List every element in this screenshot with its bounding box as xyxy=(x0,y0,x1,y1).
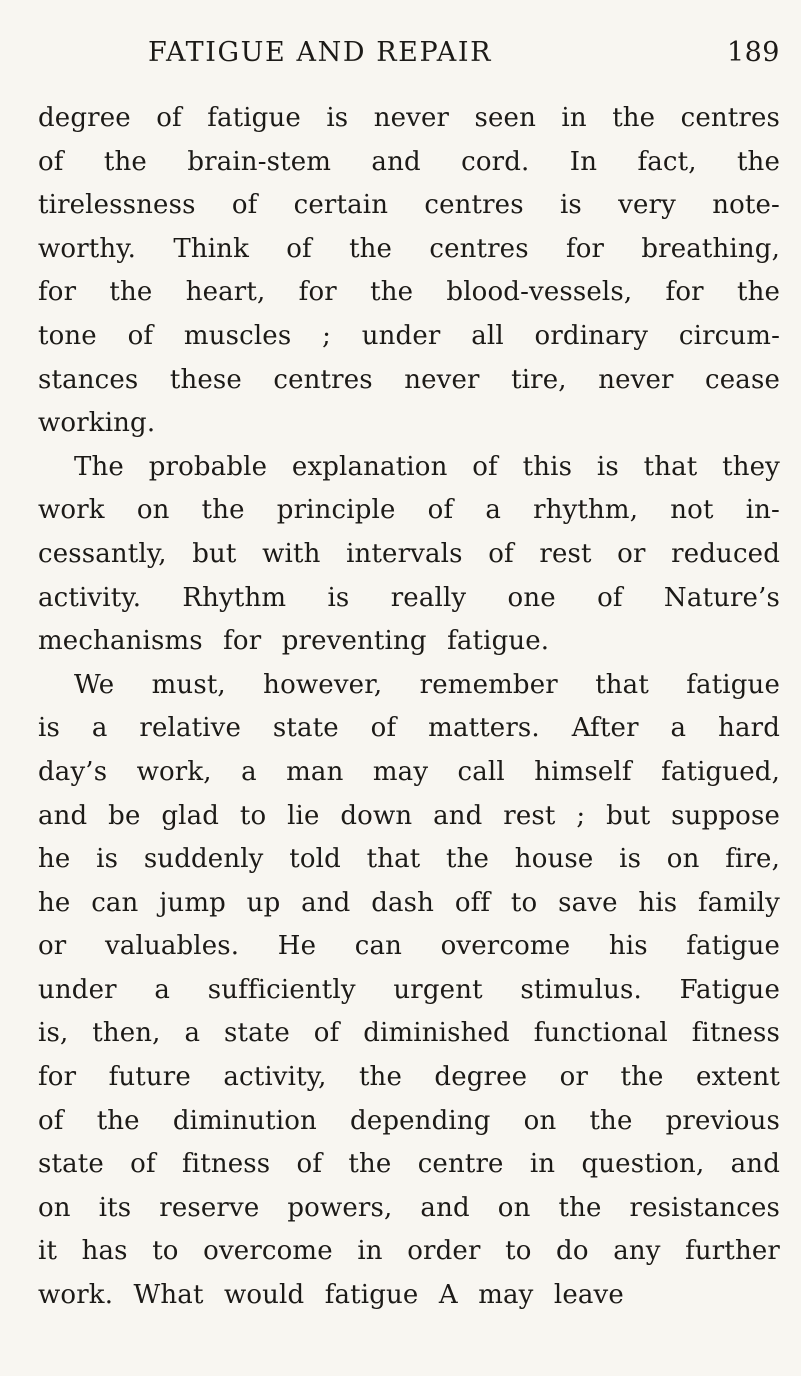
text-line: work. What would fatigue A may leave xyxy=(38,1280,624,1311)
text-line: he can jump up and dash off to save his family xyxy=(38,887,780,918)
body-text xyxy=(38,97,780,1318)
text-line: is, then, a state of diminished functional fitness xyxy=(38,1018,780,1049)
text-line: cessantly, but with intervals of rest or reduced xyxy=(38,538,780,569)
text-line: worthy. Think of the centres for breathing, xyxy=(38,233,780,264)
page-number: 189 xyxy=(726,37,780,68)
text-line: working. xyxy=(38,408,156,439)
text-line: work on the principle of a rhythm, not in- xyxy=(38,495,780,526)
text-line: tone of muscles ; under all ordinary circum- xyxy=(38,320,780,351)
running-title: FATIGUE AND REPAIR xyxy=(148,37,493,68)
text-line: on its reserve powers, and on the resistances xyxy=(38,1192,780,1223)
text-line: of the diminution depending on the previous xyxy=(38,1105,780,1136)
paragraph-start-line: We must, however, remember that fatigue xyxy=(74,669,780,700)
text-line: activity. Rhythm is really one of Nature’s xyxy=(38,582,780,613)
text-line: mechanisms for preventing fatigue. xyxy=(38,626,550,657)
text-line: for future activity, the degree or the extent xyxy=(38,1062,780,1093)
text-line: or valuables. He can overcome his fatigue xyxy=(38,931,780,962)
text-line: under a sufficiently urgent stimulus. Fatigue xyxy=(38,974,780,1005)
text-line: of the brain-stem and cord. In fact, the xyxy=(38,146,780,177)
text-line: for the heart, for the blood-vessels, for the xyxy=(38,277,780,308)
text-line: stances these centres never tire, never cease xyxy=(38,364,780,395)
text-line: degree of fatigue is never seen in the centres xyxy=(38,103,780,133)
text-line: day’s work, a man may call himself fatigued, xyxy=(38,756,780,787)
text-line: tirelessness of certain centres is very note- xyxy=(38,190,780,221)
text-line: and be glad to lie down and rest ; but suppose xyxy=(38,800,780,831)
text-line: state of fitness of the centre in question, and xyxy=(38,1149,780,1180)
text-line: it has to overcome in order to do any further xyxy=(38,1236,780,1267)
running-head xyxy=(38,36,780,76)
text-line: is a relative state of matters. After a hard xyxy=(38,713,780,744)
paragraph-start-line: The probable explanation of this is that they xyxy=(74,451,780,482)
text-line: he is suddenly told that the house is on fire, xyxy=(38,844,780,875)
